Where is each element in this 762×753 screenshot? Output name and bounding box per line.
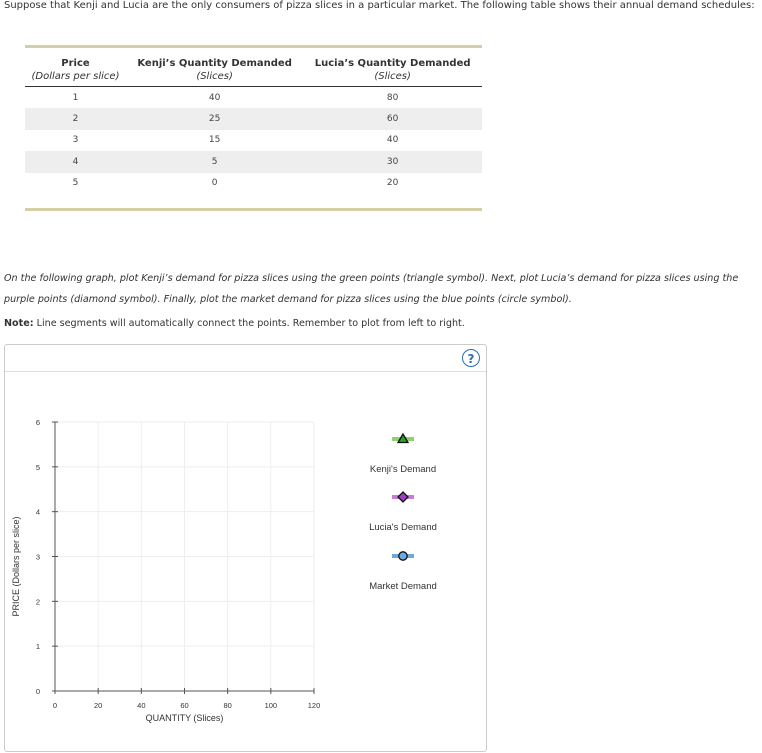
legend-item-circle[interactable] — [369, 552, 437, 592]
plot-ticks — [36, 418, 320, 710]
plot-grid — [55, 422, 314, 691]
y-tick-label: 0 — [35, 687, 41, 696]
price-cell: 5 — [72, 178, 79, 189]
table-row — [25, 87, 482, 109]
table-row — [25, 130, 482, 151]
legend-label: Kenji's Demand — [369, 464, 437, 475]
table-row — [25, 173, 482, 194]
note-label: Note: — [4, 318, 34, 329]
y-tick-label: 3 — [35, 552, 41, 562]
kenji-cell: 40 — [208, 92, 221, 103]
legend-item-diamond[interactable] — [369, 492, 437, 533]
y-tick-label: 2 — [35, 597, 41, 607]
instructions-text: On the following graph, plot Kenji’s demand for pizza slices using the green points (triangle symbol). Next, plot Lucia’s demand for pizza slices using the purple points (diamond symbol). Finally, plot the market demand for pizza slices using the blue points (circle symbol). — [4, 273, 739, 305]
table-row — [25, 108, 482, 129]
circle-icon[interactable] — [399, 552, 407, 560]
lucia-subheader: (Slices) — [303, 71, 482, 87]
demand-graph[interactable] — [5, 345, 486, 751]
price-subheader: (Dollars per slice) — [25, 71, 126, 87]
help-icon[interactable]: ? — [462, 349, 480, 367]
price-cell: 1 — [72, 92, 79, 103]
y-tick-label: 5 — [35, 462, 41, 472]
lucia-cell: 60 — [303, 108, 482, 129]
x-tick-label: 100 — [264, 701, 278, 710]
lucia-cell: 20 — [386, 178, 399, 189]
table-row — [25, 151, 482, 172]
y-tick-label: 6 — [35, 418, 41, 427]
price-header: Price — [61, 58, 90, 69]
kenji-header: Kenji’s Quantity Demanded — [137, 58, 292, 69]
legend-label: Market Demand — [369, 581, 437, 592]
kenji-cell: 0 — [211, 178, 218, 189]
x-tick-label: 60 — [180, 701, 189, 710]
diamond-icon[interactable] — [398, 492, 408, 502]
x-tick-label: 40 — [137, 701, 146, 710]
lucia-cell: 40 — [386, 135, 399, 146]
x-tick-label: 120 — [307, 701, 321, 710]
note-text — [4, 318, 465, 329]
kenji-cell: 25 — [126, 108, 303, 129]
graph-panel — [4, 344, 487, 752]
legend-label: Lucia's Demand — [369, 522, 437, 533]
price-cell: 4 — [25, 151, 126, 172]
lucia-cell: 80 — [386, 92, 399, 103]
lucia-header: Lucia’s Quantity Demanded — [314, 58, 471, 69]
note-body: Line segments will automatically connect the points. Remember to plot from left to right. — [33, 318, 465, 329]
x-tick-label: 80 — [223, 701, 232, 710]
lucia-cell: 30 — [303, 151, 482, 172]
intro-text: Suppose that Kenji and Lucia are the only consumers of pizza slices in a particular market. The following table shows their annual demand schedules: — [4, 0, 755, 11]
kenji-cell: 5 — [126, 151, 303, 172]
y-axis-label: PRICE (Dollars per slice) — [11, 516, 21, 617]
price-cell: 2 — [25, 108, 126, 129]
legend-item-triangle[interactable] — [370, 434, 436, 475]
price-cell: 3 — [72, 135, 79, 146]
legend — [369, 434, 437, 592]
kenji-cell: 15 — [208, 135, 221, 146]
demand-schedule-table — [25, 45, 482, 211]
kenji-subheader: (Slices) — [126, 71, 303, 87]
y-tick-label: 4 — [35, 507, 41, 517]
x-axis-label: QUANTITY (Slices) — [145, 713, 224, 723]
y-tick-label: 1 — [35, 642, 41, 652]
x-tick-label: 0 — [52, 701, 58, 710]
x-tick-label: 20 — [93, 701, 103, 710]
